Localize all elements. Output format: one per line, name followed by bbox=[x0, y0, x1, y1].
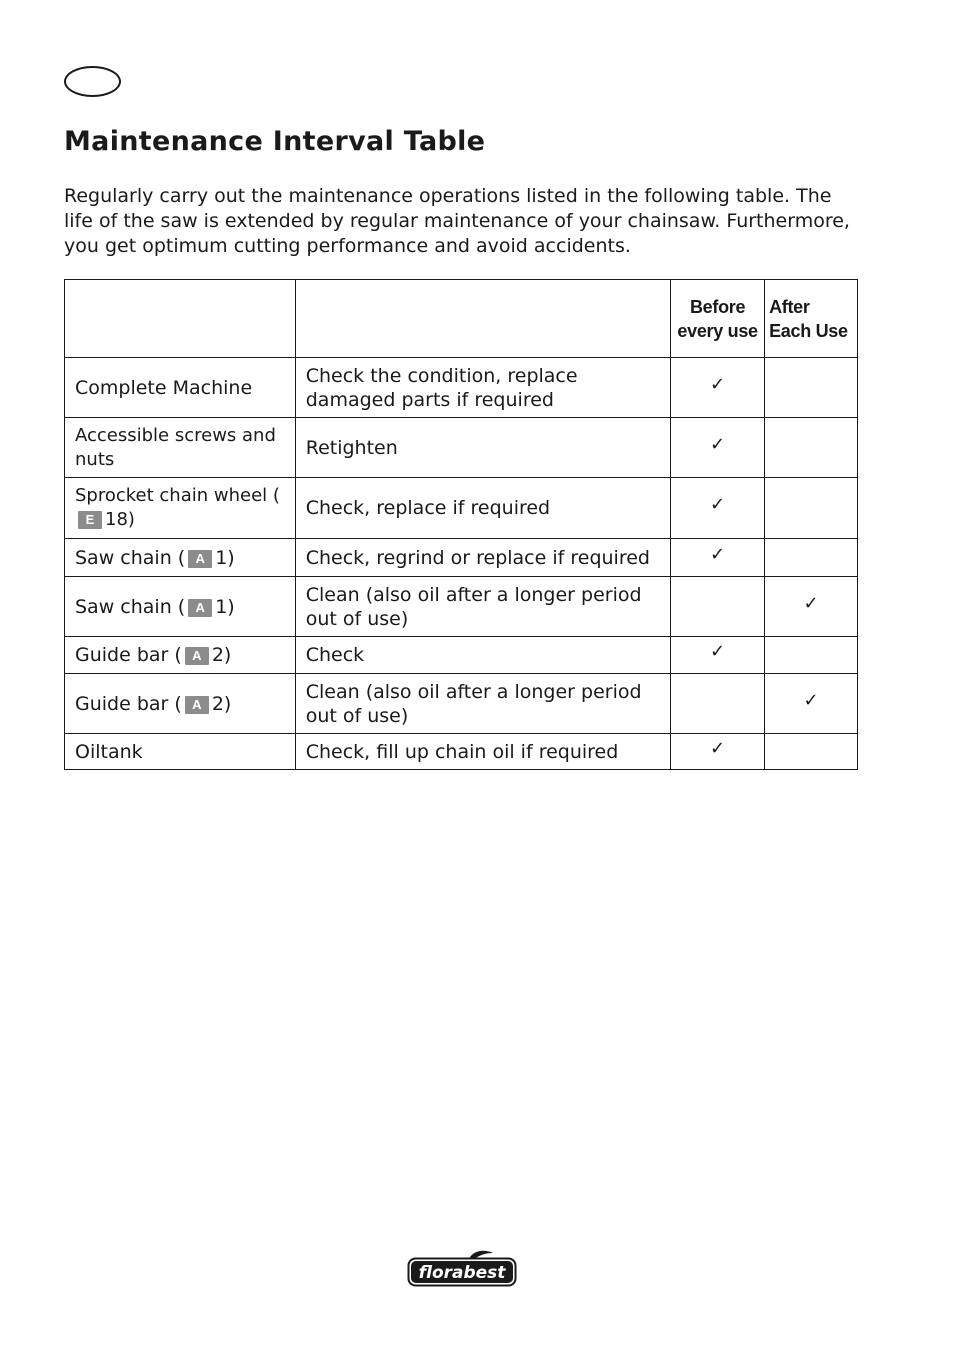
svg-text:florabest: florabest bbox=[418, 1263, 506, 1283]
check-icon: ✓ bbox=[710, 373, 726, 395]
table-row bbox=[65, 418, 858, 478]
header-component bbox=[65, 280, 296, 358]
action-cell: Check, replace if required bbox=[295, 478, 670, 539]
action-cell: Check the condition, replace damaged parts if required bbox=[295, 358, 670, 418]
action-cell: Clean (also oil after a longer period out of use) bbox=[295, 674, 670, 734]
action-cell: Check, regrind or replace if required bbox=[295, 539, 670, 577]
component-cell: Saw chain ( A 1) bbox=[65, 539, 296, 577]
language-badge bbox=[64, 66, 121, 97]
after-use-cell bbox=[765, 418, 858, 478]
header-action bbox=[295, 280, 670, 358]
table-row bbox=[65, 539, 858, 577]
florabest-logo bbox=[407, 1250, 517, 1287]
check-icon: ✓ bbox=[710, 737, 726, 759]
before-use-cell bbox=[671, 539, 765, 577]
check-icon: ✓ bbox=[710, 433, 726, 455]
action-cell: Check, fill up chain oil if required bbox=[295, 734, 670, 770]
after-use-cell bbox=[765, 734, 858, 770]
after-use-cell bbox=[765, 674, 858, 734]
action-cell: Check bbox=[295, 637, 670, 674]
figure-ref-badge: A bbox=[188, 550, 212, 568]
page-title: Maintenance Interval Table bbox=[64, 126, 486, 157]
table-row bbox=[65, 674, 858, 734]
before-use-cell bbox=[671, 734, 765, 770]
after-use-cell bbox=[765, 539, 858, 577]
check-icon: ✓ bbox=[803, 689, 819, 711]
component-cell: Guide bar ( A 2) bbox=[65, 637, 296, 674]
check-icon: ✓ bbox=[710, 641, 726, 662]
before-use-cell bbox=[671, 478, 765, 539]
after-use-cell bbox=[765, 637, 858, 674]
before-use-cell bbox=[671, 577, 765, 637]
action-cell: Retighten bbox=[295, 418, 670, 478]
component-cell: Saw chain ( A 1) bbox=[65, 577, 296, 637]
table-header-row bbox=[65, 280, 858, 358]
component-cell: Sprocket chain wheel (E 18) bbox=[65, 478, 296, 539]
component-cell: Oiltank bbox=[65, 734, 296, 770]
after-use-cell bbox=[765, 358, 858, 418]
before-use-cell bbox=[671, 637, 765, 674]
before-use-cell bbox=[671, 674, 765, 734]
figure-ref-badge: A bbox=[188, 599, 212, 617]
component-cell: Accessible screws and nuts bbox=[65, 418, 296, 478]
table-row bbox=[65, 358, 858, 418]
maintenance-table bbox=[64, 279, 858, 770]
table-row bbox=[65, 577, 858, 637]
table-row bbox=[65, 478, 858, 539]
header-before-every-use: Before every use bbox=[671, 280, 765, 358]
after-use-cell bbox=[765, 577, 858, 637]
component-cell: Complete Machine bbox=[65, 358, 296, 418]
figure-ref-badge: A bbox=[185, 647, 209, 665]
after-use-cell bbox=[765, 478, 858, 539]
figure-ref-badge: E bbox=[78, 511, 102, 529]
table-row bbox=[65, 734, 858, 770]
before-use-cell bbox=[671, 358, 765, 418]
intro-paragraph: Regularly carry out the maintenance operations listed in the following table. The life of the saw is extended by regular maintenance of your chainsaw. Furthermore, you get optimum cutting performance and avoid accidents. bbox=[64, 185, 850, 257]
action-cell: Clean (also oil after a longer period out of use) bbox=[295, 577, 670, 637]
table-row bbox=[65, 637, 858, 674]
check-icon: ✓ bbox=[710, 543, 726, 565]
component-cell: Guide bar ( A 2) bbox=[65, 674, 296, 734]
check-icon: ✓ bbox=[710, 494, 726, 515]
check-icon: ✓ bbox=[803, 592, 819, 614]
before-use-cell bbox=[671, 418, 765, 478]
figure-ref-badge: A bbox=[185, 696, 209, 714]
header-after-each-use: After Each Use bbox=[765, 280, 858, 358]
